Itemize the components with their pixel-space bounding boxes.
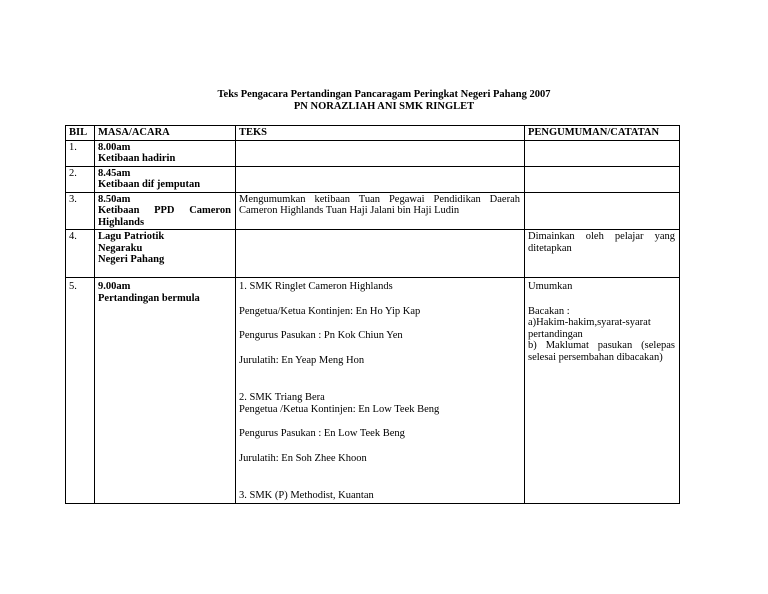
cell-teks: Mengumumkan ketibaan Tuan Pegawai Pendidikan Daerah Cameron Highlands Tuan Haji Jalani bin Haji Ludin — [236, 192, 525, 230]
cell-pengumuman — [525, 140, 680, 166]
pengumuman-line: b) Maklumat pasukan (selepas selesai persembahan dibacakan) — [528, 340, 675, 363]
title-line-2: PN NORAZLIAH ANI SMK RINGLET — [293, 101, 475, 112]
cell-bil: 4. — [66, 230, 95, 278]
school-3-name: 3. SMK (P) Methodist, Kuantan — [239, 490, 374, 501]
cell-bil: 3. — [66, 192, 95, 230]
cell-masa — [95, 230, 236, 278]
header-masa: MASA/ACARA — [95, 126, 236, 141]
masa-time: 9.00am — [98, 281, 131, 292]
masa-event: Ketibaan hadirin — [98, 153, 176, 164]
school-2-name: 2. SMK Triang Bera — [239, 392, 325, 403]
masa-line: Negaraku — [98, 242, 143, 254]
header-pengumuman: PENGUMUMAN/CATATAN — [525, 126, 680, 141]
masa-time: 8.45am — [98, 167, 131, 179]
school-1-pengurus: Pengurus Pasukan : Pn Kok Chiun Yen — [239, 330, 403, 341]
cell-masa — [95, 166, 236, 192]
table-row — [66, 278, 680, 504]
masa-event: Ketibaan PPD Cameron Highlands — [98, 205, 231, 228]
cell-teks — [236, 140, 525, 166]
cell-bil: 2. — [66, 166, 95, 192]
school-2-pengurus: Pengurus Pasukan : En Low Teek Beng — [239, 428, 405, 439]
cell-pengumuman — [525, 166, 680, 192]
masa-time: 8.00am — [98, 141, 131, 153]
cell-teks — [236, 230, 525, 278]
header-bil: BIL — [66, 126, 95, 141]
masa-line: Negeri Pahang — [98, 254, 165, 265]
cell-masa — [95, 140, 236, 166]
cell-pengumuman — [525, 192, 680, 230]
table-row — [66, 140, 680, 166]
cell-teks — [236, 166, 525, 192]
cell-bil: 5. — [66, 278, 95, 504]
cell-bil: 1. — [66, 140, 95, 166]
pengumuman-line: a)Hakim-hakim,syarat-syarat pertandingan — [528, 317, 651, 340]
table-row — [66, 166, 680, 192]
masa-time: 8.50am — [98, 193, 131, 205]
table-row — [66, 192, 680, 230]
header-teks: TEKS — [236, 126, 525, 141]
title-line-1: Teks Pengacara Pertandingan Pancaragam Peringkat Negeri Pahang 2007 — [217, 89, 551, 100]
school-1-name: 1. SMK Ringlet Cameron Highlands — [239, 281, 393, 292]
cell-masa — [95, 192, 236, 230]
school-1-pengetua: Pengetua/Ketua Kontinjen: En Ho Yip Kap — [239, 305, 421, 317]
masa-event: Pertandingan bermula — [98, 292, 200, 304]
pengumuman-line: Bacakan : — [528, 305, 570, 317]
cell-teks — [236, 278, 525, 504]
table-row — [66, 230, 680, 278]
school-2-pengetua: Pengetua /Ketua Kontinjen: En Low Teek Beng — [239, 403, 440, 415]
pengumuman-line: Umumkan — [528, 281, 573, 292]
school-2-jurulatih: Jurulatih: En Soh Zhee Khoon — [239, 452, 367, 464]
school-1-jurulatih: Jurulatih: En Yeap Meng Hon — [239, 354, 365, 366]
cell-pengumuman: Dimainkan oleh pelajar yang ditetapkan — [525, 230, 680, 278]
cell-pengumuman — [525, 278, 680, 504]
table-header-row — [66, 126, 680, 141]
program-table — [65, 125, 680, 504]
masa-line: Lagu Patriotik — [98, 231, 165, 242]
masa-event: Ketibaan dif jemputan — [98, 179, 201, 190]
document-title — [0, 89, 768, 113]
cell-masa — [95, 278, 236, 504]
